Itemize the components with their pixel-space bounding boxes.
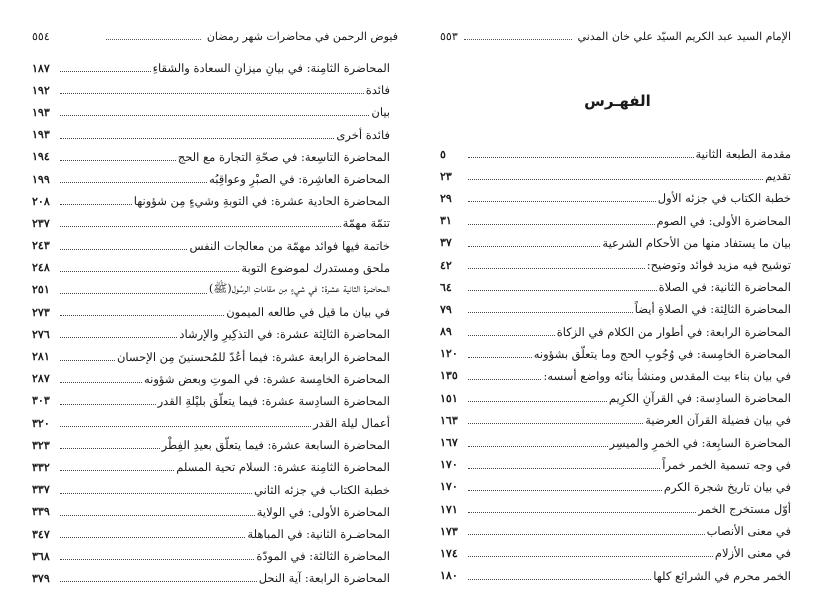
entry-page-number: ٢٣ bbox=[440, 169, 452, 183]
entry-title: المحاضرة العاشِرة: في الصبْرِ وعواقِبُه bbox=[209, 172, 390, 187]
dotted-leader bbox=[60, 114, 369, 116]
dotted-leader bbox=[60, 514, 255, 516]
entry-title: المحاضرة الرابعة: آية النحل bbox=[258, 571, 390, 586]
toc-entry bbox=[32, 212, 390, 234]
book-title: فيوض الرحمن في محاضرات شهر رمضان bbox=[206, 29, 398, 43]
entry-page-number: ١٦٣ bbox=[440, 413, 458, 427]
dotted-leader bbox=[60, 137, 334, 139]
dotted-leader bbox=[60, 447, 160, 449]
toc-entry bbox=[32, 567, 390, 589]
entry-page-number: ١٨٧ bbox=[32, 61, 50, 75]
toc-entry bbox=[32, 101, 390, 123]
toc-entry bbox=[440, 232, 791, 254]
dotted-leader bbox=[468, 334, 555, 336]
entry-page-number: ٨٩ bbox=[440, 325, 452, 339]
right-page bbox=[412, 0, 823, 614]
toc-entry bbox=[32, 323, 390, 345]
toc-entry bbox=[32, 146, 390, 168]
dotted-leader bbox=[468, 223, 655, 225]
entry-title: المحاضرة الثالِثة: في الصلاةِ أيضاً bbox=[634, 302, 791, 317]
entry-title: المحاضرة الرابعة: في أطوار من الكلام في الزكاة bbox=[556, 324, 791, 339]
entry-title: تقديم bbox=[765, 169, 791, 184]
entry-page-number: ٣٢٣ bbox=[32, 438, 50, 452]
toc-entry bbox=[440, 565, 791, 587]
entry-title: في بيان بناء بيت المقدس ومنشأ بنائه وواضع أسسه: bbox=[543, 368, 791, 383]
entry-title: المحاضرة الثامِنة: في بيانِ ميزانِ السعادة والشقاءِ bbox=[152, 61, 390, 76]
dotted-leader bbox=[60, 403, 156, 405]
dotted-leader bbox=[468, 511, 696, 513]
toc-entry bbox=[32, 368, 390, 390]
toc-entry bbox=[440, 476, 791, 498]
entry-title: مقدمة الطبعة الثانية bbox=[695, 147, 791, 162]
entry-title: المحاضرة السادِسة: في القرآنِ الكرِيم bbox=[608, 391, 791, 406]
dotted-leader bbox=[60, 492, 252, 494]
dotted-leader bbox=[468, 400, 607, 402]
toc-entry bbox=[440, 210, 791, 232]
entry-title: خاتمة فيها فوائد مهمّة من معالجات النفس bbox=[189, 238, 390, 253]
entry-page-number: ١٧٣ bbox=[440, 524, 458, 538]
entry-title: بيان bbox=[371, 105, 390, 120]
entry-page-number: ٢٧٣ bbox=[32, 305, 50, 319]
entry-title: المحاضرة الخامِسة عشرة: في الموتِ وبعض شؤونه bbox=[143, 371, 390, 386]
dotted-leader bbox=[60, 92, 364, 94]
dotted-leader bbox=[468, 178, 763, 180]
toc-entry bbox=[440, 321, 791, 343]
toc-entry bbox=[32, 279, 390, 301]
dotted-leader bbox=[468, 422, 643, 424]
entry-title: المحاضرة السابعة عشرة: فيما يتعلّق بعيدِ الفِطْر bbox=[161, 438, 390, 453]
entry-page-number: ٣٣٢ bbox=[32, 460, 50, 474]
dotted-leader bbox=[60, 292, 207, 294]
entry-page-number: ٢٤٨ bbox=[32, 261, 50, 275]
dotted-leader bbox=[468, 289, 657, 291]
toc-entry bbox=[32, 501, 390, 523]
toc-entry bbox=[440, 365, 791, 387]
entry-page-number: ١٩٢ bbox=[32, 83, 50, 97]
entry-title: المحاضرة الثامِنة عشرة: السلام تحية المسلم bbox=[176, 460, 390, 475]
entry-page-number: ٣٢٠ bbox=[32, 416, 50, 430]
entry-page-number: ١٣٥ bbox=[440, 369, 458, 383]
entry-title: فائدة bbox=[365, 83, 390, 98]
entry-title: في معنى الأزلام bbox=[714, 546, 791, 561]
entry-title: المحاضرة الثالثة: في المودّة bbox=[256, 549, 390, 564]
toc-entry bbox=[32, 168, 390, 190]
dotted-leader bbox=[60, 70, 151, 72]
entry-title: أعمال ليلة القدر bbox=[313, 416, 390, 431]
entry-page-number: ٣٦٨ bbox=[32, 549, 50, 563]
entry-title: المحاضرة السادِسة عشرة: فيما يتعلّق بليْلةِ القدر bbox=[157, 393, 390, 408]
entry-title: في بيان تاريخ شجرة الكرم bbox=[663, 479, 791, 494]
dotted-leader bbox=[60, 580, 257, 582]
dotted-leader bbox=[106, 38, 201, 40]
toc-entry bbox=[32, 412, 390, 434]
entry-page-number: ١٢٠ bbox=[440, 347, 458, 361]
entry-title: في بيان ما قيل في طالعه الميمون bbox=[226, 305, 390, 320]
entry-title: المحاضرة الأولى: في الولاية bbox=[256, 504, 390, 519]
toc-entry bbox=[440, 298, 791, 320]
entry-title: خطبة الكتاب في جزئه الأول bbox=[657, 191, 791, 206]
dotted-leader bbox=[60, 225, 341, 227]
entry-page-number: ١٩٣ bbox=[32, 105, 50, 119]
index-title: الفهـرس bbox=[584, 92, 651, 110]
entry-page-number: ٢٧٦ bbox=[32, 327, 50, 341]
toc-entry bbox=[440, 542, 791, 564]
author-title: الإمام السيد عبد الكريم السيّد علي خان المدني bbox=[577, 29, 791, 43]
dotted-leader bbox=[60, 558, 254, 560]
dotted-leader bbox=[468, 445, 608, 447]
entry-title: خطبة الكتاب في جزئه الثاني bbox=[253, 482, 390, 497]
entry-page-number: ٣٣٩ bbox=[32, 505, 50, 519]
dotted-leader bbox=[60, 359, 115, 361]
dotted-leader bbox=[468, 555, 713, 557]
entry-title: توشيح فيه مزيد فوائد وتوضيح: bbox=[646, 258, 791, 273]
entry-page-number: ١٥١ bbox=[440, 391, 458, 405]
dotted-leader bbox=[60, 181, 207, 183]
entry-title: في وجه تسمية الخمر خمراً bbox=[662, 457, 791, 472]
entry-page-number: ٢٥١ bbox=[32, 283, 50, 297]
dotted-leader bbox=[468, 245, 600, 247]
toc-entry bbox=[440, 343, 791, 365]
running-header bbox=[32, 27, 398, 45]
entry-page-number: ٣٧ bbox=[440, 236, 452, 250]
entry-page-number: ٢٠٨ bbox=[32, 194, 50, 208]
entry-page-number: ١٧٤ bbox=[440, 546, 458, 560]
page-number: ٥٥٤ bbox=[32, 29, 50, 43]
entry-page-number: ٢٨١ bbox=[32, 350, 50, 364]
toc-entry bbox=[32, 79, 390, 101]
toc-entry bbox=[32, 301, 390, 323]
entry-title: في معنى الأنصاب bbox=[706, 524, 791, 539]
toc-entry bbox=[32, 523, 390, 545]
entry-page-number: ١٨٠ bbox=[440, 569, 458, 583]
entry-title: تتمّة مهمّة bbox=[342, 216, 390, 231]
toc-entry bbox=[440, 143, 791, 165]
dotted-leader bbox=[468, 378, 541, 380]
dotted-leader bbox=[468, 200, 656, 202]
entry-title: ملحق ومستدرك لموضوع التوبة bbox=[241, 260, 390, 275]
entry-title: فائدة أخرى bbox=[336, 127, 390, 142]
toc-entry bbox=[440, 454, 791, 476]
dotted-leader bbox=[60, 536, 245, 538]
dotted-leader bbox=[468, 311, 633, 313]
entry-title: المحاضرة الثانية عشرة: في شيءٍ مِن مقاماتِ الرسُول(ﷺ) bbox=[208, 281, 390, 296]
dotted-leader bbox=[60, 248, 187, 250]
toc-entry bbox=[440, 254, 791, 276]
dotted-leader bbox=[468, 156, 694, 158]
toc-entry bbox=[32, 235, 390, 257]
entry-title: المحاضرة الثالِثة عشرة: في التذكِيرِ والإرشاد bbox=[179, 327, 390, 342]
entry-title: المحاضرة الثانية: في الصلاة bbox=[658, 280, 791, 295]
entry-page-number: ٣٧٩ bbox=[32, 571, 50, 585]
entry-title: المحاضرة الرابعة عشرة: فيما أعُدّ للمُحسنينَ مِن الإحسان bbox=[116, 349, 390, 364]
entry-page-number: ٤٢ bbox=[440, 258, 452, 272]
dotted-leader bbox=[468, 356, 532, 358]
entry-page-number: ٢٣٧ bbox=[32, 216, 50, 230]
entry-page-number: ٢٨٧ bbox=[32, 372, 50, 386]
entry-page-number: ٧٩ bbox=[440, 302, 452, 316]
dotted-leader bbox=[60, 336, 177, 338]
toc-entry bbox=[440, 387, 791, 409]
toc-entry bbox=[440, 409, 791, 431]
entry-title: المحاضرة الأولى: في الصوم bbox=[656, 213, 791, 228]
entry-title: المحاضرة التاسِعة: في صحّةِ التجارة مع الحج bbox=[177, 149, 390, 164]
entry-page-number: ٣٠٣ bbox=[32, 394, 50, 408]
left-page bbox=[0, 0, 410, 614]
dotted-leader bbox=[468, 267, 645, 269]
dotted-leader bbox=[60, 203, 132, 205]
dotted-leader bbox=[60, 469, 174, 471]
toc-entry bbox=[440, 187, 791, 209]
entry-title: في بيان فضيلة القرآن العرضية bbox=[645, 413, 791, 428]
page-number: ٥٥٣ bbox=[440, 29, 458, 43]
dotted-leader bbox=[468, 489, 662, 491]
toc-entry bbox=[440, 276, 791, 298]
entry-page-number: ٦٤ bbox=[440, 280, 452, 294]
toc-entry bbox=[32, 57, 390, 79]
dotted-leader bbox=[464, 38, 572, 40]
entry-page-number: ١٦٧ bbox=[440, 436, 458, 450]
entry-title: المحاضرة السابِعة: في الخمرِ والميسِر bbox=[609, 435, 791, 450]
toc-entry bbox=[32, 545, 390, 567]
entry-page-number: ١٧٠ bbox=[440, 480, 458, 494]
dotted-leader bbox=[60, 314, 224, 316]
dotted-leader bbox=[468, 467, 660, 469]
toc-entry bbox=[440, 165, 791, 187]
entry-page-number: ٣٣٧ bbox=[32, 483, 50, 497]
entry-title: المحاضرة الخامِسة: في وُجُوبِ الحج وما يتعلّق بشؤونه bbox=[533, 346, 791, 361]
entry-page-number: ٢٤٣ bbox=[32, 239, 50, 253]
entry-page-number: ١٧٠ bbox=[440, 458, 458, 472]
toc-entry bbox=[32, 479, 390, 501]
toc-entry bbox=[32, 190, 390, 212]
entry-page-number: ٢٩ bbox=[440, 191, 452, 205]
dotted-leader bbox=[60, 425, 311, 427]
entry-page-number: ١٩٤ bbox=[32, 150, 50, 164]
entry-title: الخمر محرم في الشرائع كلها bbox=[653, 568, 791, 583]
toc-entry bbox=[32, 434, 390, 456]
dotted-leader bbox=[468, 578, 651, 580]
dotted-leader bbox=[60, 159, 176, 161]
entry-title: أوّل مستخرج الخمر bbox=[698, 502, 791, 517]
toc-list bbox=[440, 143, 791, 587]
toc-entry bbox=[32, 124, 390, 146]
toc-entry bbox=[32, 345, 390, 367]
toc-entry bbox=[440, 431, 791, 453]
running-header bbox=[440, 27, 791, 45]
dotted-leader bbox=[60, 381, 142, 383]
toc-entry bbox=[440, 498, 791, 520]
toc-list bbox=[32, 57, 390, 590]
toc-entry bbox=[32, 257, 390, 279]
entry-page-number: ٣٤٧ bbox=[32, 527, 50, 541]
toc-entry bbox=[32, 390, 390, 412]
toc-entry bbox=[440, 520, 791, 542]
dotted-leader bbox=[60, 270, 239, 272]
entry-page-number: ٥ bbox=[440, 147, 446, 161]
entry-title: المحاضرة الحادية عشرة: في التوبةِ وشيءٍ مِن شؤونها bbox=[133, 194, 390, 209]
entry-page-number: ١٩٣ bbox=[32, 128, 50, 142]
dotted-leader bbox=[468, 533, 705, 535]
entry-page-number: ٣١ bbox=[440, 214, 452, 228]
entry-title: المحاضـرة الثانية: في المباهلة bbox=[247, 527, 390, 542]
entry-page-number: ١٧١ bbox=[440, 502, 458, 516]
entry-title: بيان ما يستفاد منها من الأحكام الشرعية bbox=[602, 235, 791, 250]
toc-entry bbox=[32, 456, 390, 478]
entry-page-number: ١٩٩ bbox=[32, 172, 50, 186]
